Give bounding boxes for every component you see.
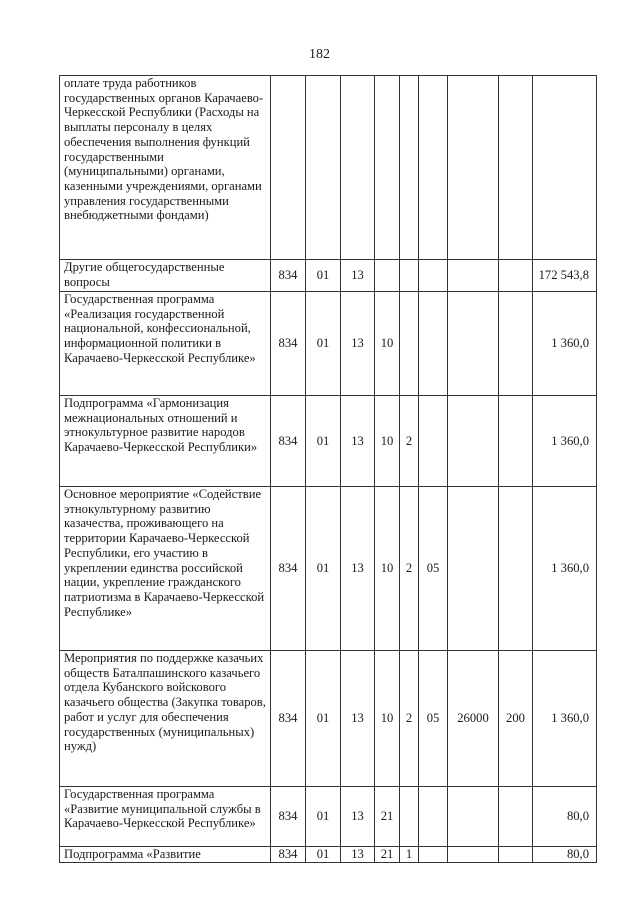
- cell-direction: [448, 787, 499, 847]
- table-row: [60, 847, 597, 863]
- cell-direction: [448, 292, 499, 396]
- row-name: Подпрограмма «Гармонизация межнациональных отношений и этнокультурное развитие народов Карачаево-Черкесской Республики»: [60, 396, 271, 487]
- cell-subsection: 13: [341, 292, 375, 396]
- cell-direction: [448, 396, 499, 487]
- cell-expense-type: [499, 396, 533, 487]
- budget-table: [59, 75, 597, 863]
- cell-expense-type: [499, 260, 533, 292]
- cell-program: 21: [375, 787, 400, 847]
- cell-ministry: 834: [271, 292, 306, 396]
- cell-subprogram: [400, 260, 419, 292]
- cell-subprogram: [400, 292, 419, 396]
- cell-event: 05: [419, 651, 448, 787]
- cell-program: 10: [375, 487, 400, 651]
- table-row: [60, 787, 597, 847]
- cell-subprogram: 1: [400, 847, 419, 863]
- cell-ministry: 834: [271, 487, 306, 651]
- cell-ministry: 834: [271, 260, 306, 292]
- cell-expense-type: [499, 292, 533, 396]
- cell-subsection: 13: [341, 847, 375, 863]
- cell-subsection: [341, 76, 375, 260]
- table-row: [60, 487, 597, 651]
- cell-event: [419, 787, 448, 847]
- cell-direction: 26000: [448, 651, 499, 787]
- cell-amount: [533, 76, 597, 260]
- table-row: [60, 396, 597, 487]
- cell-section: 01: [306, 787, 341, 847]
- cell-program: [375, 76, 400, 260]
- cell-event: [419, 847, 448, 863]
- table-row: [60, 76, 597, 260]
- cell-expense-type: [499, 847, 533, 863]
- cell-ministry: 834: [271, 787, 306, 847]
- cell-event: [419, 396, 448, 487]
- cell-ministry: [271, 76, 306, 260]
- cell-expense-type: [499, 76, 533, 260]
- cell-event: [419, 292, 448, 396]
- cell-section: 01: [306, 396, 341, 487]
- cell-program: [375, 260, 400, 292]
- cell-subprogram: 2: [400, 487, 419, 651]
- cell-direction: [448, 847, 499, 863]
- cell-amount: 1 360,0: [533, 651, 597, 787]
- cell-subsection: 13: [341, 651, 375, 787]
- cell-amount: 172 543,8: [533, 260, 597, 292]
- cell-program: 10: [375, 396, 400, 487]
- table-row: [60, 292, 597, 396]
- cell-subsection: 13: [341, 396, 375, 487]
- cell-amount: 80,0: [533, 787, 597, 847]
- cell-ministry: 834: [271, 396, 306, 487]
- cell-subprogram: [400, 787, 419, 847]
- row-name: Основное мероприятие «Содействие этнокультурному развитию казачества, проживающего на территории Карачаево-Черкесской Республики, его участию в укреплении единства российской нации, укрепление гражданского патриотизма в Карачаево-Черкесской Республике»: [60, 487, 271, 651]
- cell-program: 21: [375, 847, 400, 863]
- cell-subsection: 13: [341, 260, 375, 292]
- cell-subsection: 13: [341, 787, 375, 847]
- table-row: [60, 260, 597, 292]
- cell-section: 01: [306, 292, 341, 396]
- row-name: Подпрограмма «Развитие: [60, 847, 271, 863]
- cell-expense-type: 200: [499, 651, 533, 787]
- cell-subprogram: 2: [400, 396, 419, 487]
- cell-section: 01: [306, 651, 341, 787]
- cell-direction: [448, 487, 499, 651]
- cell-section: [306, 76, 341, 260]
- cell-ministry: 834: [271, 847, 306, 863]
- cell-amount: 1 360,0: [533, 396, 597, 487]
- table-row: [60, 651, 597, 787]
- page-number: 182: [309, 47, 330, 62]
- row-name: оплате труда работников государственных органов Карачаево-Черкесской Республики (Расходы на выплаты персоналу в целях обеспечения выполнения функций государственными (муниципальными) органами, казенными учреждениями, органами управления государственными внебюджетными фондами): [60, 76, 271, 260]
- cell-subprogram: [400, 76, 419, 260]
- cell-expense-type: [499, 787, 533, 847]
- cell-section: 01: [306, 487, 341, 651]
- cell-amount: 1 360,0: [533, 292, 597, 396]
- row-name: Мероприятия по поддержке казачьих обществ Баталпашинского казачьего отдела Кубанского войскового казачьего общества (Закупка товаров, работ и услуг для обеспечения государственных (муниципальных) нужд): [60, 651, 271, 787]
- cell-amount: 80,0: [533, 847, 597, 863]
- cell-event: [419, 260, 448, 292]
- cell-event: 05: [419, 487, 448, 651]
- row-name: Другие общегосударственные вопросы: [60, 260, 271, 292]
- cell-amount: 1 360,0: [533, 487, 597, 651]
- cell-section: 01: [306, 847, 341, 863]
- cell-direction: [448, 260, 499, 292]
- cell-expense-type: [499, 487, 533, 651]
- cell-ministry: 834: [271, 651, 306, 787]
- row-name: Государственная программа «Развитие муниципальной службы в Карачаево-Черкесской Республике»: [60, 787, 271, 847]
- cell-program: 10: [375, 651, 400, 787]
- cell-section: 01: [306, 260, 341, 292]
- cell-event: [419, 76, 448, 260]
- row-name: Государственная программа «Реализация государственной национальной, конфессиональной, информационной политики в Карачаево-Черкесской Республике»: [60, 292, 271, 396]
- cell-subsection: 13: [341, 487, 375, 651]
- cell-direction: [448, 76, 499, 260]
- cell-program: 10: [375, 292, 400, 396]
- cell-subprogram: 2: [400, 651, 419, 787]
